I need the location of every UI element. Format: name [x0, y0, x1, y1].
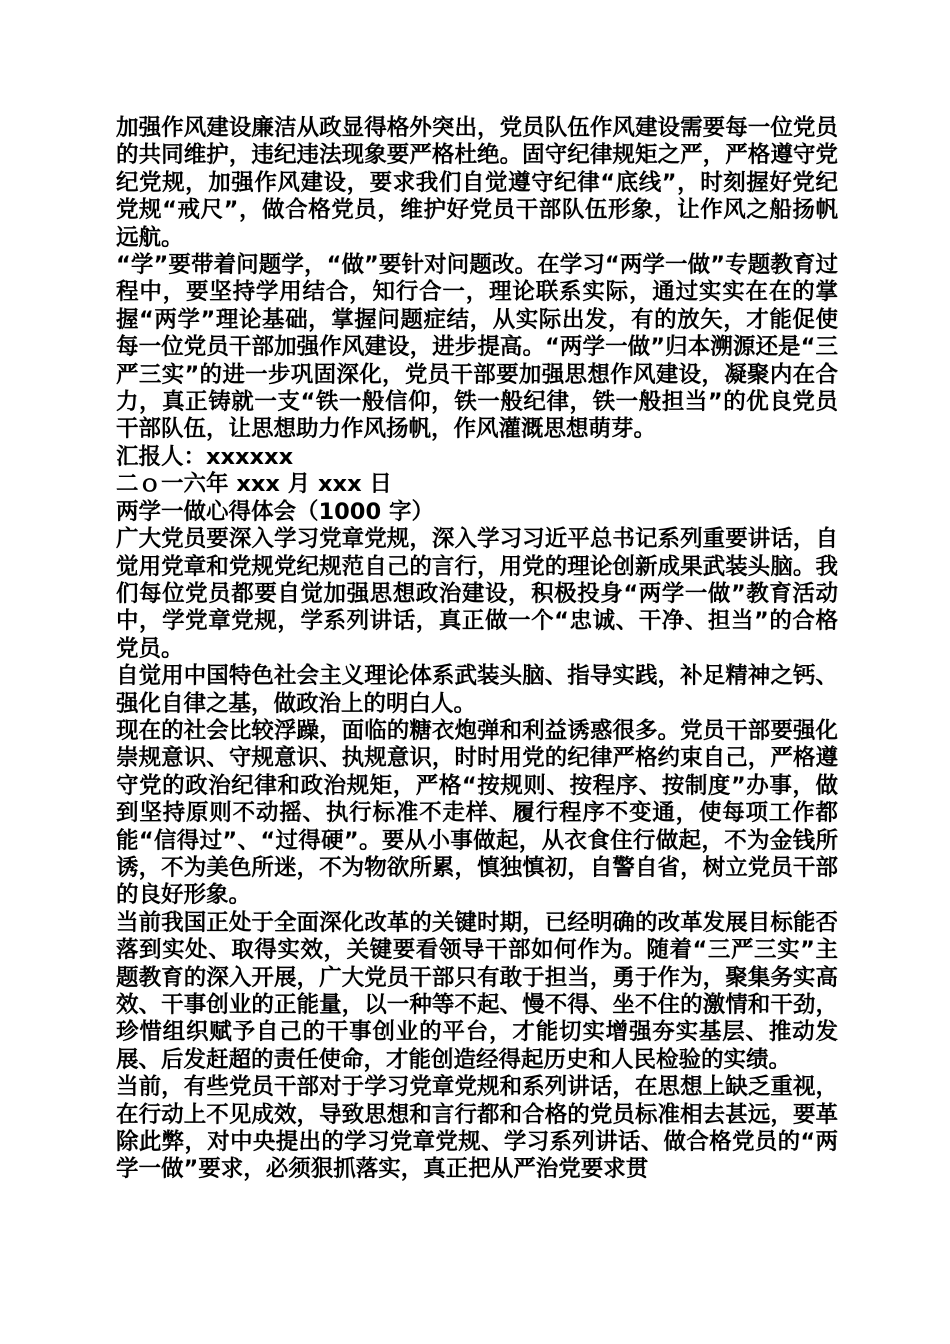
paragraph-theory: 自觉用中国特色社会主义理论体系武装头脑、指导实践，补足精神之钙、强化自律之基，做政治上的明白人。 [116, 663, 838, 717]
paragraph-study-charter: 广大党员要深入学习党章党规，深入学习习近平总书记系列重要讲话，自觉用党章和党规党纪规范自己的言行，用党的理论创新成果武装头脑。我们每位党员都要自觉加强思想政治建设，积极投身“两学一做”教育活动中，学党章党规，学系列讲话，真正做一个“忠诚、干净、担当”的合格党员。 [116, 526, 838, 662]
section-title: 两学一做心得体会（1000 字） [116, 498, 434, 525]
document-body [116, 115, 838, 1184]
paragraph-reform: 当前我国正处于全面深化改革的关键时期，已经明确的改革发展目标能否落到实处、取得实效，关键要看领导干部如何作为。随着“三严三实”主题教育的深入开展，广大党员干部只有敢于担当，勇于作为，聚集务实高效、干事创业的正能量，以一种等不起、慢不得、坐不住的激情和干劲，珍惜组织赋予自己的干事创业的平台，才能切实增强夯实基层、推动发展、后发赶超的责任使命，才能创造经得起历史和人民检验的实绩。 [116, 909, 838, 1073]
paragraph-discipline: 现在的社会比较浮躁，面临的糖衣炮弹和利益诱惑很多。党员干部要强化崇规意识、守规意识、执规意识，时时用党的纪律严格约束自己，严格遵守党的政治纪律和政治规矩，严格“按规则、按程序、按制度”办事，做到坚持原则不动摇、执行标准不走样、履行程序不变通，使每项工作都能“信得过”、“过得硬”。要从小事做起，从衣食住行做起，不为金钱所诱，不为美色所迷，不为物欲所累，慎独慎初，自警自省，树立党员干部的良好形象。 [116, 717, 838, 909]
reporter-line: 汇报人：xxxxxx [116, 443, 294, 470]
paragraph-implementation: 当前，有些党员干部对于学习党章党规和系列讲话，在思想上缺乏重视，在行动上不见成效，导致思想和言行都和合格的党员标准相去甚远，要革除此弊，对中央提出的学习党章党规、学习系列讲话、做合格党员的“两学一做”要求，必须狠抓落实，真正把从严治党要求贯 [116, 1074, 838, 1183]
paragraph-conduct: 加强作风建设廉洁从政显得格外突出，党员队伍作风建设需要每一位党员的共同维护，违纪违法现象要严格杜绝。固守纪律规矩之严，严格遵守党纪党规，加强作风建设，要求我们自觉遵守纪律“底线”，时刻握好党纪党规“戒尺”，做合格党员，维护好党员干部队伍形象，让作风之船扬帆远航。 [116, 115, 838, 251]
paragraph-learn-do: “学”要带着问题学，“做”要针对问题改。在学习“两学一做”专题教育过程中，要坚持学用结合，知行合一，理论联系实际，通过实实在在的掌握“两学”理论基础，掌握问题症结，从实际出发，有的放矢，才能促使每一位党员干部加强作风建设，进步提高。“两学一做”归本溯源还是“三严三实”的进一步巩固深化，党员干部要加强思想作风建设，凝聚内在合力，真正铸就一支“铁一般信仰，铁一般纪律，铁一般担当”的优良党员干部队伍，让思想助力作风扬帆，作风灌溉思想萌芽。 [116, 252, 838, 443]
date-line: 二ｏ一六年 xxx 月 xxx 日 [116, 471, 392, 498]
